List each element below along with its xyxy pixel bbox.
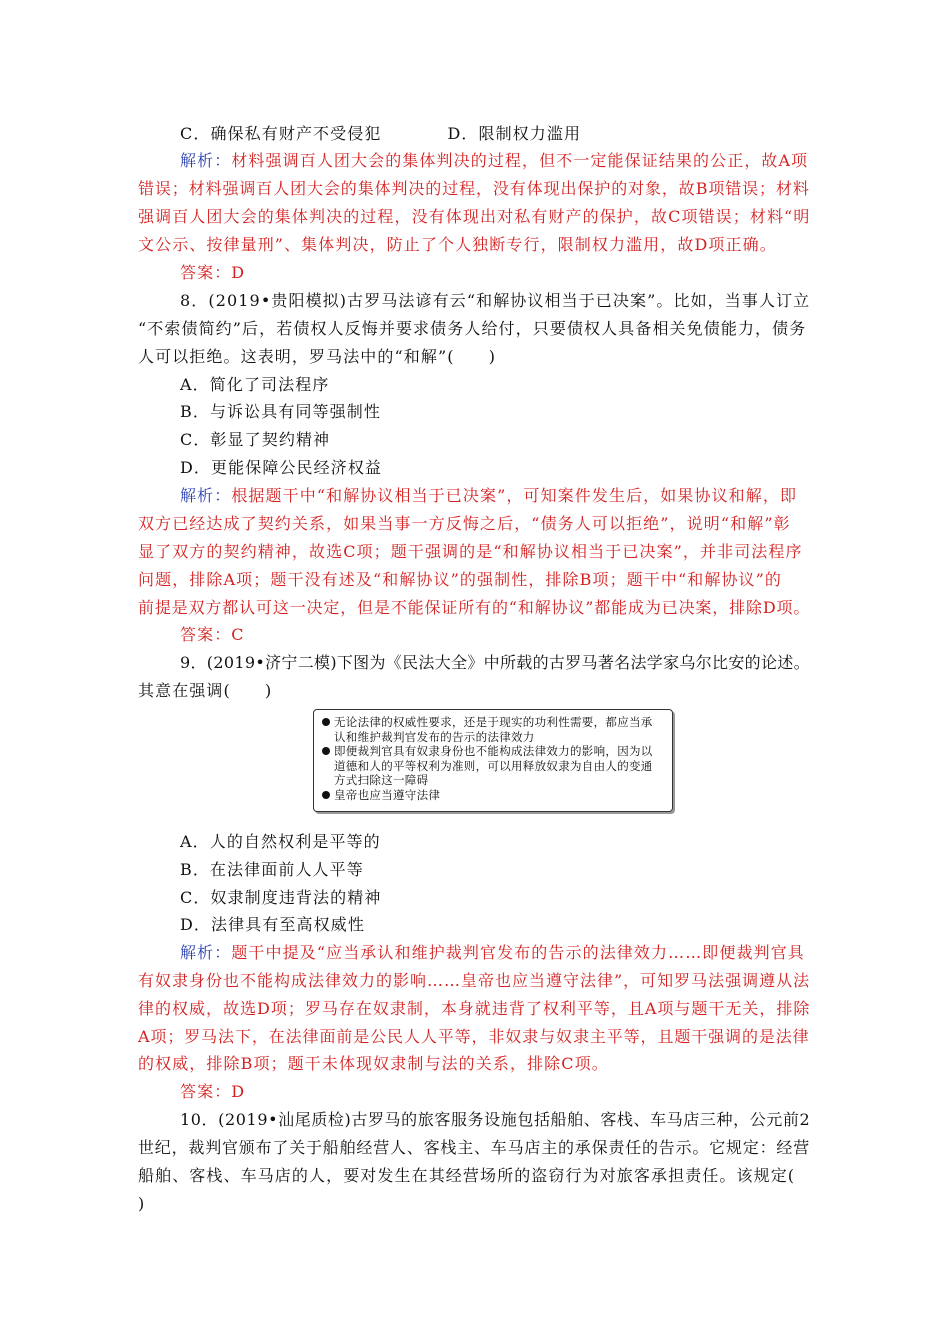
q8-analysis-line-1: 解析：根据题干中“和解协议相当于已决案”，可知案件发生后，如果协议和解，即 xyxy=(180,486,798,505)
q9-option-a: A．人的自然权利是平等的 xyxy=(180,832,381,851)
q7-analysis-line-3: 强调百人团大会的集体判决的过程，没有体现出对私有财产的保护，故C项错误；材料“明 xyxy=(138,207,811,226)
q9-analysis-line-2: 有奴隶身份也不能构成法律效力的影响……皇帝也应当遵守法律”，可知罗马法强调遵从法 xyxy=(138,971,811,990)
q8-option-b: B．与诉讼具有同等强制性 xyxy=(180,402,381,421)
q10-stem-line-3: 船舶、客栈、车马店的人，要对发生在其经营场所的盗窃行为对旅客承担责任。该规定( xyxy=(138,1166,796,1185)
q9-figure-item: 无论法律的权威性要求，还是于现实的功利性需要，都应当承认和维护裁判官发布的告示的法律效力 xyxy=(322,715,664,744)
q8-stem-line-2: “不索债简约”后，若债权人反悔并要求债务人给付，只要债权人具备相关免债能力，债务 xyxy=(138,319,807,338)
q7-analysis-line-2: 错误；材料强调百人团大会的集体判决的过程，没有体现出保护的对象，故B项错误；材料 xyxy=(138,179,810,198)
q8-option-c: C．彰显了契约精神 xyxy=(180,430,331,449)
q8-stem-line-3: 人可以拒绝。这表明，罗马法中的“和解”( ) xyxy=(138,347,497,366)
bullet-icon xyxy=(322,747,330,755)
q7-analysis-line-4: 文公示、按律量刑”、集体判决，防止了个人独断专行，限制权力滥用，故D项正确。 xyxy=(138,235,777,254)
q9-analysis-line-5: 的权威，排除B项；题干未体现奴隶制与法的关系，排除C项。 xyxy=(138,1054,609,1073)
q7-option-d: D．限制权力滥用 xyxy=(447,124,582,143)
q10-stem-line-2: 世纪，裁判官颁布了关于船舶经营人、客栈主、车马店主的承保责任的告示。它规定：经营 xyxy=(138,1138,811,1157)
q8-analysis-label: 解析： xyxy=(180,486,232,505)
q8-stem-line-1: 8．(2019•贵阳模拟)古罗马法谚有云“和解协议相当于已决案”。比如，当事人订立 xyxy=(180,291,811,310)
q9-stem-line-2: 其意在强调( ) xyxy=(138,681,273,700)
q10-stem-line-4: ) xyxy=(138,1194,146,1213)
q8-analysis-line-5: 前提是双方都认可这一决定，但是不能保证所有的“和解协议”都能成为已决案，排除D项。 xyxy=(138,598,811,617)
q9-analysis-label: 解析： xyxy=(180,943,232,962)
q8-option-a: A．简化了司法程序 xyxy=(180,375,330,394)
q8-answer: 答案：C xyxy=(180,625,245,644)
q9-figure-box xyxy=(313,709,673,812)
q9-option-d: D．法律具有至高权威性 xyxy=(180,915,365,934)
q9-option-c: C．奴隶制度违背法的精神 xyxy=(180,888,382,907)
q7-analysis-line-1: 解析：材料强调百人团大会的集体判决的过程，但不一定能保证结果的公正，故A项 xyxy=(180,151,809,170)
bullet-icon xyxy=(322,791,330,799)
q9-analysis-line-1: 解析：题干中提及“应当承认和维护裁判官发布的告示的法律效力……即便裁判官具 xyxy=(180,943,805,962)
q7-answer: 答案：D xyxy=(180,263,246,282)
q9-answer: 答案：D xyxy=(180,1082,246,1101)
q8-analysis-line-4: 问题，排除A项；题干没有述及“和解协议”的强制性，排除B项；题干中“和解协议”的 xyxy=(138,570,783,589)
q9-analysis-line-4: A项；罗马法下，在法律面前是公民人人平等，非奴隶与奴隶主平等，且题干强调的是法律 xyxy=(138,1027,810,1046)
q8-analysis-line-2: 双方已经达成了契约关系，如果当事一方反悔之后，“债务人可以拒绝”，说明“和解”彰 xyxy=(138,514,791,533)
bullet-icon xyxy=(322,718,330,726)
q9-option-b: B．在法律面前人人平等 xyxy=(180,860,364,879)
q9-analysis-line-3: 律的权威，故选D项；罗马存在奴隶制，本身就违背了权利平等，且A项与题干无关，排除 xyxy=(138,999,811,1018)
q9-figure-item: 皇帝也应当遵守法律 xyxy=(322,788,664,803)
q8-analysis-line-3: 显了双方的契约精神，故选C项；题干强调的是“和解协议相当于已决案”，并非司法程序 xyxy=(138,542,803,561)
q7-option-c: C．确保私有财产不受侵犯 xyxy=(180,124,382,143)
q8-option-d: D．更能保障公民经济权益 xyxy=(180,458,383,477)
q9-figure-item: 即便裁判官具有奴隶身份也不能构成法律效力的影响，因为以道德和人的平等权利为准则，可以用释放奴隶为自由人的变通方式扫除这一障碍 xyxy=(322,744,664,788)
q10-stem-line-1: 10．(2019•汕尾质检)古罗马的旅客服务设施包括船舶、客栈、车马店三种，公元前2 xyxy=(180,1110,811,1129)
q7-options-row xyxy=(180,124,581,144)
q7-analysis-label: 解析： xyxy=(180,151,232,170)
q9-stem-line-1: 9．(2019•济宁二模)下图为《民法大全》中所载的古罗马著名法学家乌尔比安的论述。 xyxy=(180,653,810,672)
